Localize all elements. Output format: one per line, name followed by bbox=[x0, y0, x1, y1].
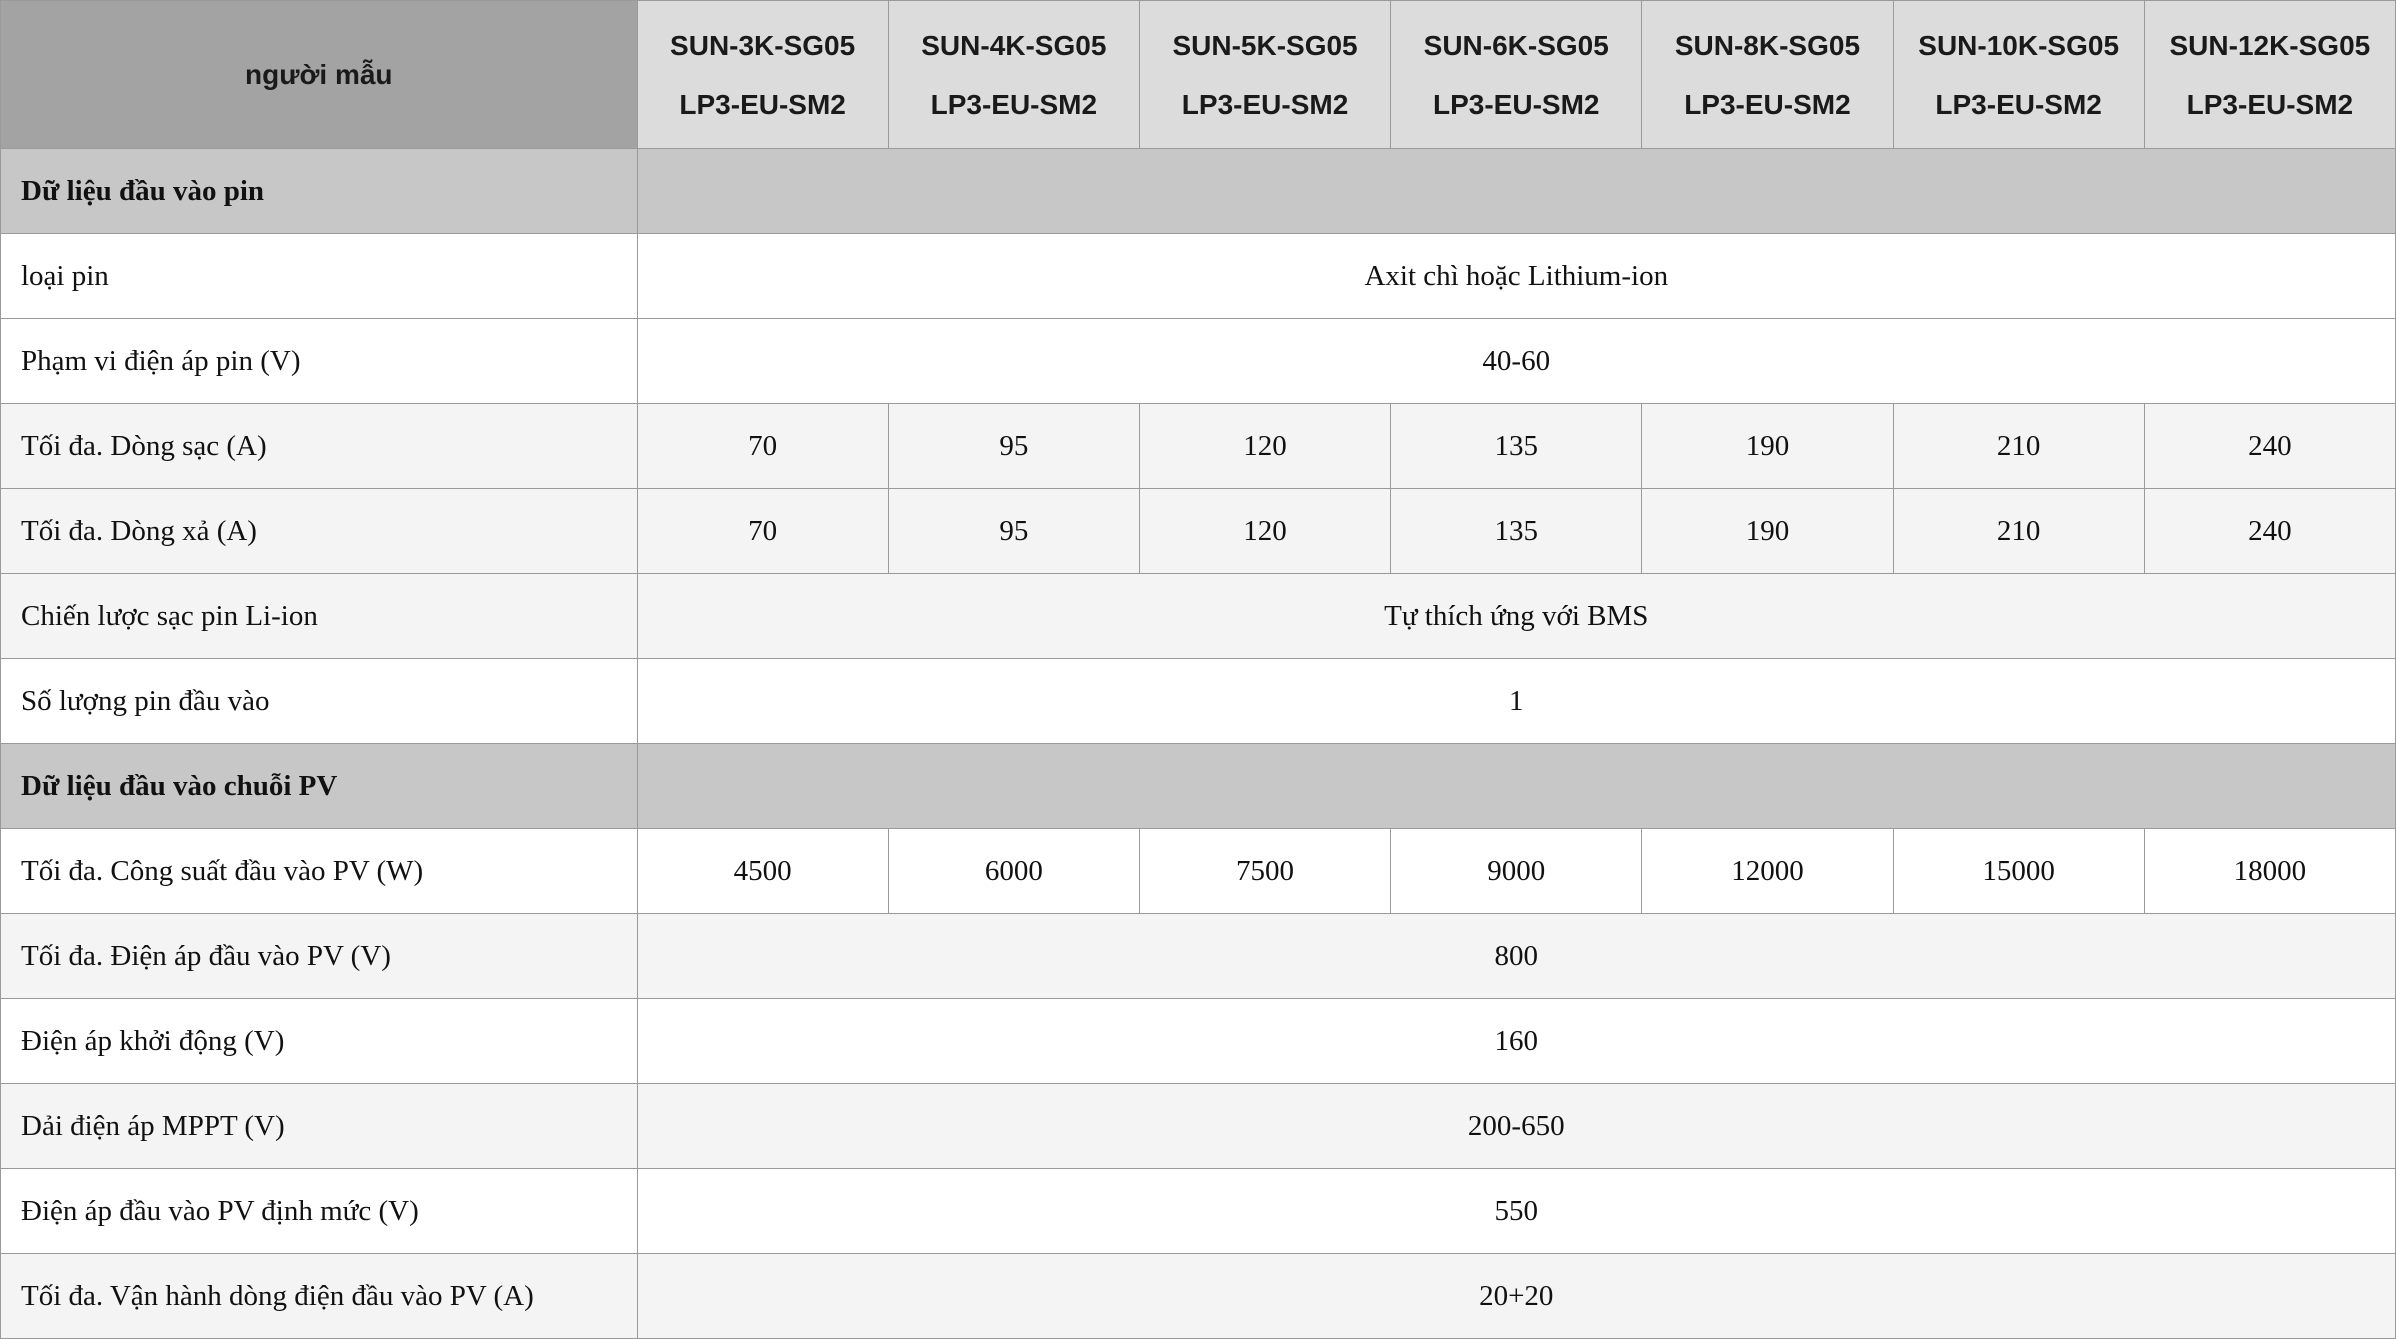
model-line2: LP3-EU-SM2 bbox=[1181, 88, 1349, 120]
model-header bbox=[1642, 1, 1893, 149]
row-value: 70 bbox=[637, 489, 888, 574]
section-fill bbox=[637, 744, 2395, 829]
table-row bbox=[1, 1084, 2396, 1169]
row-value: Axit chì hoặc Lithium-ion bbox=[637, 234, 2395, 319]
row-label: Tối đa. Điện áp đầu vào PV (V) bbox=[1, 914, 638, 999]
row-value: 120 bbox=[1139, 404, 1390, 489]
row-value: 550 bbox=[637, 1169, 2395, 1254]
row-value: 40-60 bbox=[637, 319, 2395, 404]
table-row bbox=[1, 319, 2396, 404]
row-value: 1 bbox=[637, 659, 2395, 744]
row-value: 200-650 bbox=[637, 1084, 2395, 1169]
table-row bbox=[1, 404, 2396, 489]
section-title: Dữ liệu đầu vào pin bbox=[1, 149, 638, 234]
section-fill bbox=[637, 149, 2395, 234]
row-value: 4500 bbox=[637, 829, 888, 914]
model-line1: SUN-8K-SG05 bbox=[1674, 29, 1861, 61]
row-value: 70 bbox=[637, 404, 888, 489]
row-label: Số lượng pin đầu vào bbox=[1, 659, 638, 744]
row-value: 800 bbox=[637, 914, 2395, 999]
row-value: 210 bbox=[1893, 489, 2144, 574]
row-label: Phạm vi điện áp pin (V) bbox=[1, 319, 638, 404]
table-row bbox=[1, 234, 2396, 319]
row-value: 240 bbox=[2144, 404, 2395, 489]
row-label: Dải điện áp MPPT (V) bbox=[1, 1084, 638, 1169]
row-value: 190 bbox=[1642, 489, 1893, 574]
model-line1: SUN-6K-SG05 bbox=[1423, 29, 1609, 61]
model-header bbox=[1893, 1, 2144, 149]
model-line2: LP3-EU-SM2 bbox=[1684, 88, 1851, 120]
table-row bbox=[1, 489, 2396, 574]
table-row bbox=[1, 999, 2396, 1084]
model-header bbox=[1391, 1, 1642, 149]
row-value: 210 bbox=[1893, 404, 2144, 489]
row-value: Tự thích ứng với BMS bbox=[637, 574, 2395, 659]
row-value: 95 bbox=[888, 489, 1139, 574]
header-row bbox=[1, 1, 2396, 149]
row-value: 7500 bbox=[1139, 829, 1390, 914]
model-header bbox=[888, 1, 1139, 149]
row-value: 6000 bbox=[888, 829, 1139, 914]
model-line2: LP3-EU-SM2 bbox=[2186, 88, 2354, 120]
model-line1: SUN-10K-SG05 bbox=[1918, 29, 2120, 61]
table-row bbox=[1, 914, 2396, 999]
row-label: Điện áp khởi động (V) bbox=[1, 999, 638, 1084]
model-header bbox=[2144, 1, 2395, 149]
row-value: 15000 bbox=[1893, 829, 2144, 914]
section-title: Dữ liệu đầu vào chuỗi PV bbox=[1, 744, 638, 829]
model-line1: SUN-5K-SG05 bbox=[1172, 29, 1358, 61]
row-value: 120 bbox=[1139, 489, 1390, 574]
row-label: loại pin bbox=[1, 234, 638, 319]
row-value: 18000 bbox=[2144, 829, 2395, 914]
row-value: 9000 bbox=[1391, 829, 1642, 914]
model-line2: LP3-EU-SM2 bbox=[1433, 88, 1600, 120]
model-line1: SUN-4K-SG05 bbox=[921, 29, 1107, 61]
model-header-label: người mẫu bbox=[1, 1, 638, 149]
row-label: Chiến lược sạc pin Li-ion bbox=[1, 574, 638, 659]
table-row bbox=[1, 659, 2396, 744]
row-label: Tối đa. Dòng xả (A) bbox=[1, 489, 638, 574]
row-label: Tối đa. Dòng sạc (A) bbox=[1, 404, 638, 489]
model-line1: SUN-3K-SG05 bbox=[670, 29, 856, 61]
table-row bbox=[1, 829, 2396, 914]
section-row-battery bbox=[1, 149, 2396, 234]
row-value: 160 bbox=[637, 999, 2395, 1084]
row-label: Tối đa. Vận hành dòng điện đầu vào PV (A) bbox=[1, 1254, 638, 1339]
model-line2: LP3-EU-SM2 bbox=[930, 88, 1098, 120]
row-label: Tối đa. Công suất đầu vào PV (W) bbox=[1, 829, 638, 914]
row-value: 95 bbox=[888, 404, 1139, 489]
row-value: 20+20 bbox=[637, 1254, 2395, 1339]
row-value: 135 bbox=[1391, 489, 1642, 574]
table-row bbox=[1, 1169, 2396, 1254]
row-label: Điện áp đầu vào PV định mức (V) bbox=[1, 1169, 638, 1254]
row-value: 135 bbox=[1391, 404, 1642, 489]
model-line2: LP3-EU-SM2 bbox=[1935, 88, 2102, 120]
row-value: 12000 bbox=[1642, 829, 1893, 914]
model-header bbox=[1139, 1, 1390, 149]
section-row-pv bbox=[1, 744, 2396, 829]
model-line2: LP3-EU-SM2 bbox=[679, 88, 846, 120]
row-value: 240 bbox=[2144, 489, 2395, 574]
model-header bbox=[637, 1, 888, 149]
row-value: 190 bbox=[1642, 404, 1893, 489]
table-row bbox=[1, 574, 2396, 659]
model-line1: SUN-12K-SG05 bbox=[2169, 29, 2371, 61]
table-row bbox=[1, 1254, 2396, 1339]
